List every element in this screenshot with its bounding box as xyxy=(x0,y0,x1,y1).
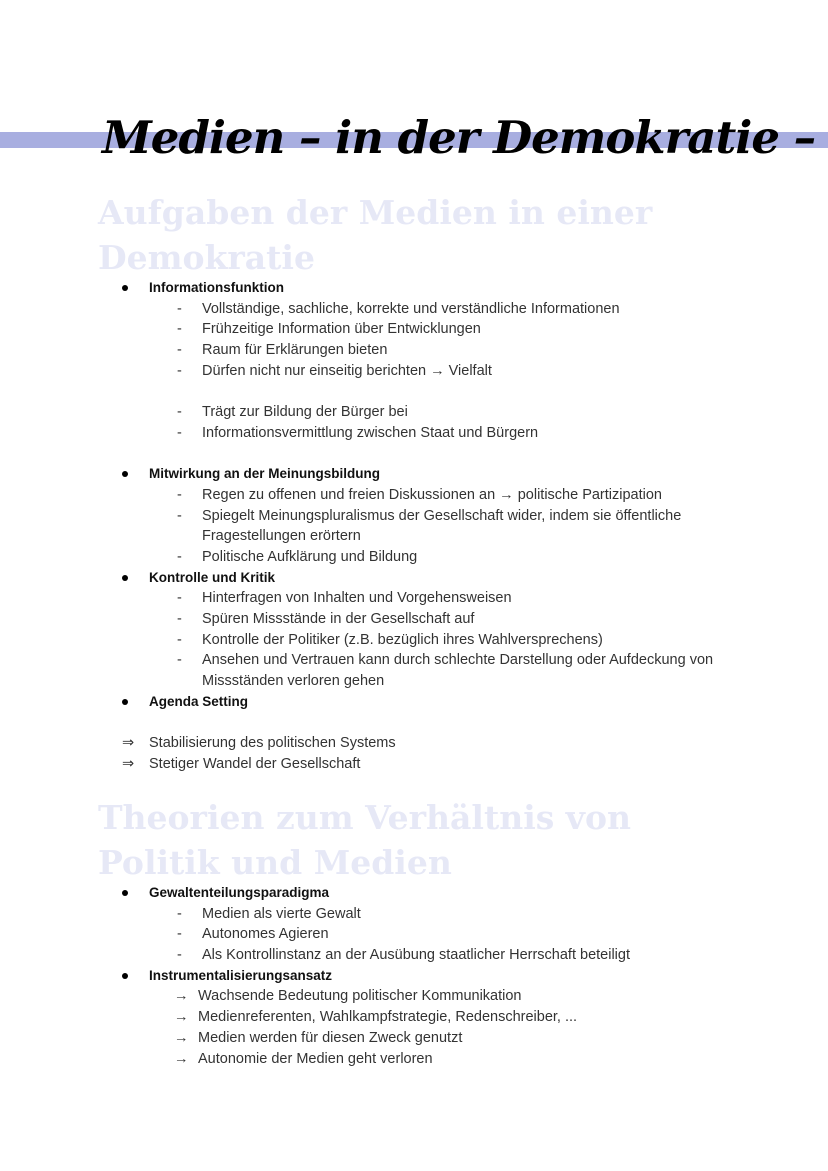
implication-item xyxy=(0,733,828,754)
sub-item xyxy=(0,630,828,651)
bullet-label: Gewaltenteilungsparadigma xyxy=(149,885,330,900)
arrow-item xyxy=(0,986,828,1007)
aufgaben-list xyxy=(0,278,828,775)
sub-item xyxy=(0,945,828,966)
sub-item xyxy=(0,402,828,423)
sub-item xyxy=(0,485,828,506)
sub-item-text: Informationsvermittlung zwischen Staat und Bürgern xyxy=(202,424,539,441)
bullet-item xyxy=(0,568,828,589)
dash-marker: - xyxy=(177,548,182,565)
section-heading-line: Aufgaben der Medien in einer xyxy=(98,193,653,232)
arrow-item xyxy=(0,1049,828,1070)
sub-item-text: Als Kontrollinstanz an der Ausübung staatlicher Herrschaft beteiligt xyxy=(202,947,630,964)
sub-item xyxy=(0,904,828,925)
bullet-dot xyxy=(122,890,128,896)
spacer xyxy=(0,381,828,402)
theorien-list xyxy=(0,883,828,1069)
sub-item xyxy=(0,547,828,568)
sub-item-text: Kontrolle der Politiker (z.B. bezüglich ihres Wahlversprechens) xyxy=(202,631,603,648)
dash-marker: - xyxy=(177,905,182,922)
sub-item-text: Medien als vierte Gewalt xyxy=(202,905,361,922)
dash-marker: - xyxy=(177,926,182,943)
spacer xyxy=(0,712,828,733)
bullet-dot xyxy=(122,575,128,581)
sub-item-text: Spiegelt Meinungspluralismus der Gesellschaft wider, indem sie öffentliche xyxy=(202,507,682,524)
bullet-item xyxy=(0,883,828,904)
sub-item xyxy=(0,423,828,444)
dash-marker: - xyxy=(177,424,182,441)
arrow-item-text: Autonomie der Medien geht verloren xyxy=(198,1050,433,1067)
section-heading-theorien xyxy=(98,795,631,885)
bullet-label: Agenda Setting xyxy=(149,693,249,709)
arrow-item-text: Medienreferenten, Wahlkampfstrategie, Redenschreiber, ... xyxy=(198,1009,578,1026)
sub-item xyxy=(0,299,828,320)
arrow-item-text: Wachsende Bedeutung politischer Kommunikation xyxy=(198,988,522,1005)
bullet-item xyxy=(0,692,828,713)
bullet-label: Mitwirkung an der Meinungsbildung xyxy=(149,466,380,482)
sub-item-continuation xyxy=(0,671,828,692)
sub-item-text: Politische Aufklärung und Bildung xyxy=(202,548,418,565)
sub-item-text: Hinterfragen von Inhalten und Vorgehensweisen xyxy=(202,590,512,607)
sub-item xyxy=(0,340,828,361)
sub-item-text: Fragestellungen erörtern xyxy=(202,528,361,545)
dash-marker: - xyxy=(177,611,182,627)
sub-item-text: Regen zu offenen und freien Diskussionen an → politische Partizipation xyxy=(202,486,662,503)
implies-icon: ⇒ xyxy=(122,735,135,752)
bullet-item xyxy=(0,464,828,485)
bullet-item xyxy=(0,278,828,299)
dash-marker: - xyxy=(177,590,182,607)
section-heading-line: Politik und Medien xyxy=(98,843,452,882)
arrow-item xyxy=(0,1007,828,1028)
bullet-dot xyxy=(122,285,128,291)
arrow-item-text: Medien werden für diesen Zweck genutzt xyxy=(198,1029,463,1046)
implication-text: Stabilisierung des politischen Systems xyxy=(149,735,396,752)
implies-icon: ⇒ xyxy=(122,755,135,772)
sub-item xyxy=(0,361,828,382)
arrow-right-icon: → xyxy=(174,1050,189,1067)
sub-item-text: Vollständige, sachliche, korrekte und verständliche Informationen xyxy=(202,300,620,317)
sub-item-text: Spüren Missstände in der Gesellschaft auf xyxy=(202,611,475,627)
arrow-item xyxy=(0,1028,828,1049)
arrow-right-icon: → xyxy=(174,1029,189,1046)
sub-item xyxy=(0,609,828,630)
sub-item-text: Missständen verloren gehen xyxy=(202,673,385,690)
bullet-dot xyxy=(122,471,128,477)
bullet-dot xyxy=(122,973,128,979)
dash-marker: - xyxy=(177,342,182,359)
sub-item-continuation xyxy=(0,526,828,547)
sub-item-text: Dürfen nicht nur einseitig berichten → Vielfalt xyxy=(202,362,492,379)
dash-marker: - xyxy=(177,486,182,503)
sub-item xyxy=(0,506,828,527)
page-title: Medien – in der Demokratie – xyxy=(102,111,816,164)
sub-item xyxy=(0,588,828,609)
arrow-right-icon: → xyxy=(174,988,189,1005)
dash-marker: - xyxy=(177,404,182,421)
implication-item xyxy=(0,754,828,775)
dash-marker: - xyxy=(177,507,182,524)
sub-item xyxy=(0,319,828,340)
sub-item xyxy=(0,924,828,945)
sub-item-text: Autonomes Agieren xyxy=(202,926,329,943)
section-heading-line: Theorien zum Verhältnis von xyxy=(98,798,631,837)
bullet-item xyxy=(0,966,828,987)
sub-item xyxy=(0,650,828,671)
arrow-right-icon: → xyxy=(174,1009,189,1026)
dash-marker: - xyxy=(177,631,182,648)
implication-text: Stetiger Wandel der Gesellschaft xyxy=(149,755,361,772)
dash-marker: - xyxy=(177,362,182,379)
section-heading-line: Demokratie xyxy=(98,238,315,277)
bullet-label: Instrumentalisierungsansatz xyxy=(149,967,333,983)
dash-marker: - xyxy=(177,300,182,317)
dash-marker: - xyxy=(177,321,182,338)
dash-marker: - xyxy=(177,947,182,964)
sub-item-text: Frühzeitige Information über Entwicklungen xyxy=(202,321,481,338)
sub-item-text: Raum für Erklärungen bieten xyxy=(202,342,388,359)
dash-marker: - xyxy=(177,652,182,669)
bullet-label: Informationsfunktion xyxy=(149,280,284,295)
spacer xyxy=(0,444,828,465)
bullet-dot xyxy=(122,699,128,705)
sub-item-text: Trägt zur Bildung der Bürger bei xyxy=(202,404,408,421)
bullet-label: Kontrolle und Kritik xyxy=(149,569,275,585)
sub-item-text: Ansehen und Vertrauen kann durch schlechte Darstellung oder Aufdeckung von xyxy=(202,652,714,669)
section-heading-aufgaben xyxy=(98,190,652,280)
